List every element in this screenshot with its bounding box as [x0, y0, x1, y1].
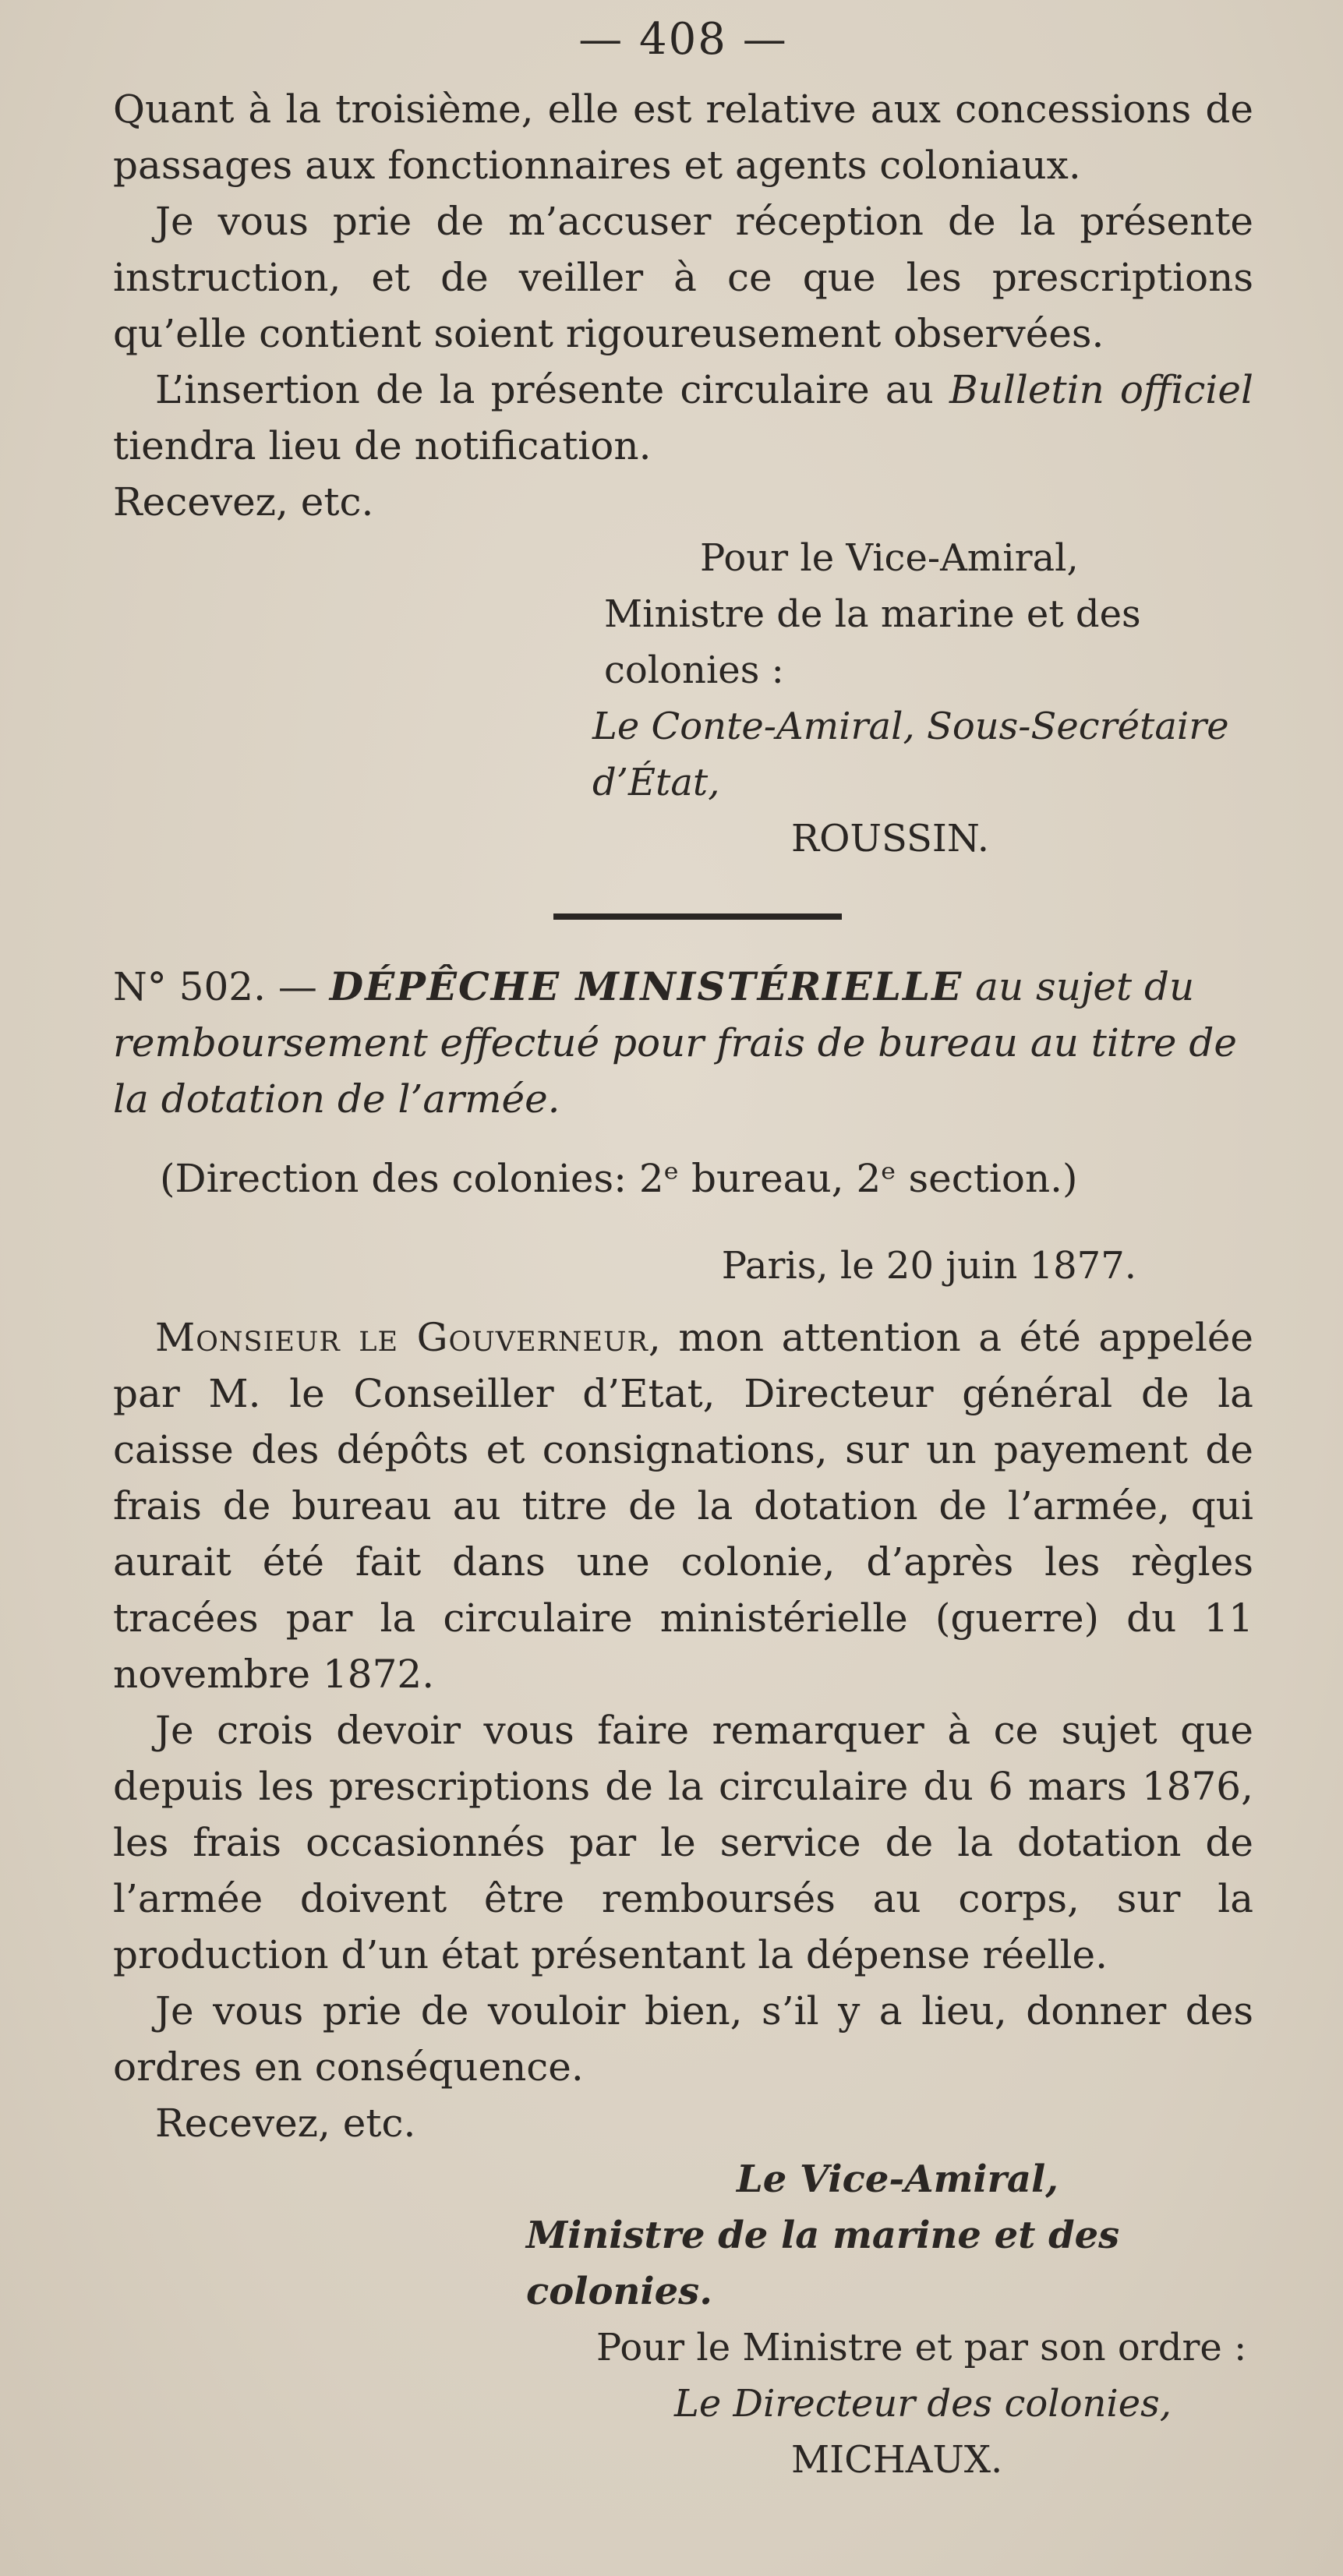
paragraph-3 [113, 362, 1253, 474]
document-number: N° 502. — [113, 964, 330, 1009]
signature-block-1 [113, 530, 1253, 867]
body-paragraph-3: Je vous prie de vouloir bien, s’il y a lieu, donner des ordres en conséquence. [113, 1988, 1253, 2090]
signature-2-line-4: Le Directeur des colonies, [674, 2382, 1172, 2426]
document-subtitle: au sujet du remboursement effectué pour frais de bureau au titre de la dotation de l’armée. [113, 964, 1237, 1122]
signature-block-2 [113, 2151, 1253, 2488]
document-title: DÉPÊCHE MINISTÉRIELLE [329, 963, 963, 1009]
body-paragraph-1-text: , mon attention a été appelée par M. le Conseiller d’Etat, Directeur général de la caisse des dépôts et consignations, sur un payement de frais de bureau au titre de la dotation de l’armée, qui aurait été fait dans une colonie, d’après les règles tracées par la circulaire ministérielle (guerre) du 11 novembre 1872. [113, 1315, 1253, 1697]
signature-1-name: ROUSSIN. [791, 817, 990, 860]
page-number: — 408 — [578, 14, 788, 65]
paragraph-3-before: L’insertion de la présente circulaire au [155, 367, 949, 412]
body-paragraph-1 [113, 1309, 1253, 1702]
closing-formula-2: Recevez, etc. [155, 2101, 416, 2146]
paragraph-2: Je vous prie de m’accuser réception de la présente instruction, et de veiller à ce que les prescriptions qu’elle contient soient rigoureusement observées. [113, 199, 1253, 356]
signature-2-name: MICHAUX. [791, 2438, 1003, 2482]
paragraph-1: Quant à la troisième, elle est relative aux concessions de passages aux fonctionnaires et agents coloniaux. [113, 87, 1253, 188]
signature-1-line-1: Pour le Vice-Amiral, [700, 536, 1079, 580]
section-divider [553, 913, 842, 920]
signature-1-line-2: Ministre de la marine et des colonies : [604, 592, 1141, 692]
paragraph-3-after: tiendra lieu de notification. [113, 423, 652, 468]
closing-formula-1: Recevez, etc. [113, 479, 374, 525]
dateline: Paris, le 20 juin 1877. [721, 1244, 1136, 1288]
direction-line: (Direction des colonies: 2ᵉ bureau, 2ᵉ section.) [160, 1156, 1078, 1201]
signature-2-line-1: Le Vice-Amiral, [737, 2157, 1058, 2201]
signature-2-line-2: Ministre de la marine et des colonies. [526, 2214, 1120, 2313]
document-heading [113, 959, 1253, 1127]
bulletin-reference: Bulletin officiel [949, 367, 1253, 412]
signature-2-line-3: Pour le Ministre et par son ordre : [596, 2326, 1247, 2369]
body-paragraph-2: Je crois devoir vous faire remarquer à ce sujet que depuis les prescriptions de la circulaire du 6 mars 1876, les frais occasionnés par le service de la dotation de l’armée doivent être remboursés au corps, sur la production d’un état présentant la dépense réelle. [113, 1708, 1253, 1977]
signature-1-line-3: Le Conte-Amiral, Sous-Secrétaire d’État, [592, 705, 1229, 804]
salutation: Monsieur le Gouverneur [155, 1315, 649, 1360]
